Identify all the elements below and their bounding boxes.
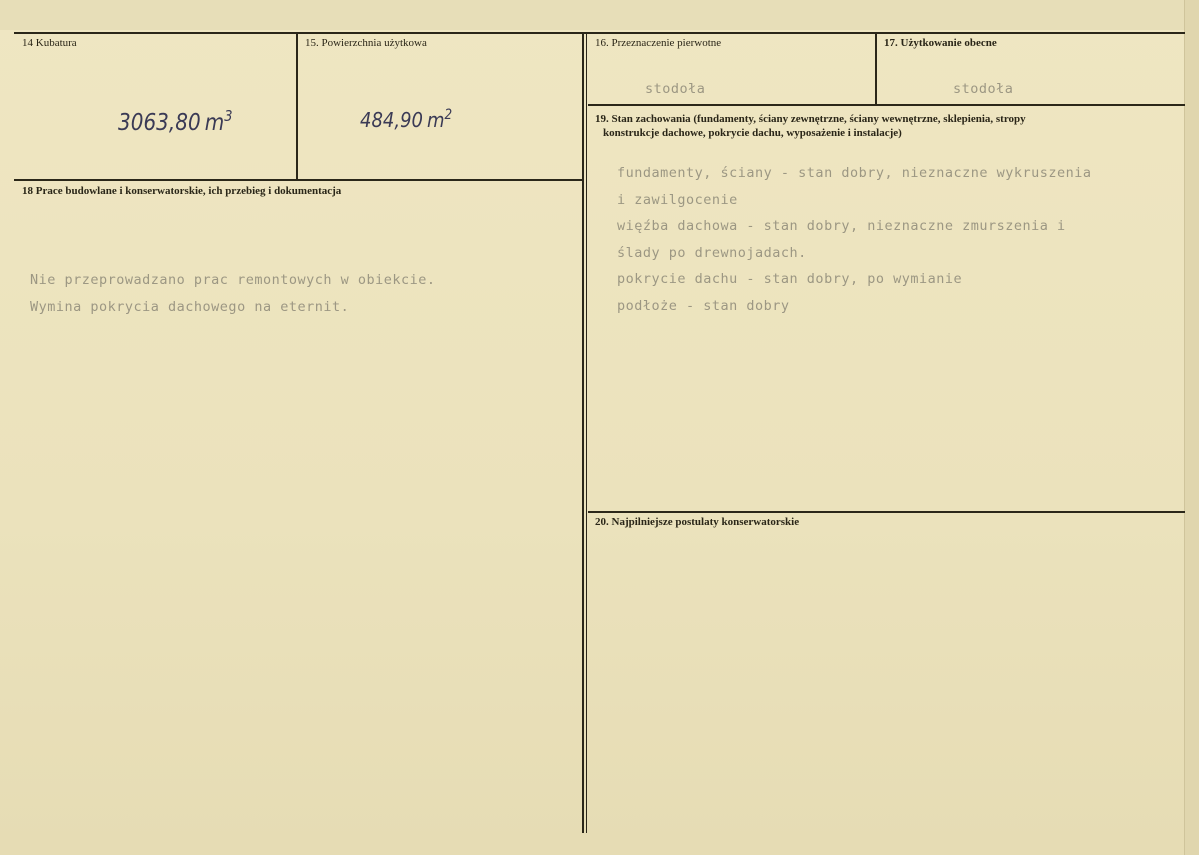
f19-line-5: pokrycie dachu - stan dobry, po wymianie — [617, 271, 963, 287]
f15-label: 15. Powierzchnia użytkowa — [305, 37, 427, 49]
f19-label-line-1: 19. Stan zachowania (fundamenty, ściany zewnętrzne, ściany wewnętrzne, sklepienia, stropy — [595, 113, 1026, 125]
main-column-divider — [582, 32, 584, 833]
f14-value: 3063,80 $m^3$ — [118, 108, 233, 136]
f17-label: 17. Użytkowanie obecne — [884, 37, 997, 49]
top-rule — [14, 32, 1185, 34]
f18-line-2: Wymina pokrycia dachowego na eternit. — [30, 298, 350, 315]
card-top-edge — [0, 0, 1199, 30]
row1-bottom-rule — [14, 179, 584, 181]
f19-label-line-2: konstrukcje dachowe, pokrycie dachu, wyposażenie i instalacje) — [603, 127, 902, 139]
f15-value: 484,90 $m^2$ — [360, 106, 453, 133]
f16-label: 16. Przeznaczenie pierwotne — [595, 37, 722, 49]
f16-f17-divider — [875, 32, 877, 105]
main-column-divider-inner — [586, 32, 587, 833]
card-right-edge — [1184, 0, 1199, 855]
f18-label: 18 Prace budowlane i konserwatorskie, ich przebieg i dokumentacja — [22, 185, 342, 197]
f19-text — [617, 160, 1092, 319]
f19-line-1: fundamenty, ściany - stan dobry, nieznaczne wykruszenia — [617, 165, 1092, 181]
f16-value: stodoła — [645, 81, 706, 97]
f20-label: 20. Najpilniejsze postulaty konserwatorskie — [595, 516, 800, 528]
f18-text — [30, 267, 436, 320]
f17-value: stodoła — [953, 81, 1014, 97]
f16-f17-bottom-rule — [588, 104, 1185, 106]
f14-f15-divider — [296, 32, 298, 180]
f19-line-6: podłoże - stan dobry — [617, 297, 790, 314]
f19-line-2: i zawilgocenie — [617, 191, 738, 208]
f19-line-3: więźba dachowa - stan dobry, nieznaczne zmurszenia i — [617, 218, 1066, 234]
f18-line-1: Nie przeprowadzano prac remontowych w obiekcie. — [30, 272, 436, 288]
f19-line-4: ślady po drewnojadach. — [617, 244, 807, 261]
f14-label: 14 Kubatura — [22, 37, 77, 49]
f19-bottom-rule — [588, 511, 1185, 513]
